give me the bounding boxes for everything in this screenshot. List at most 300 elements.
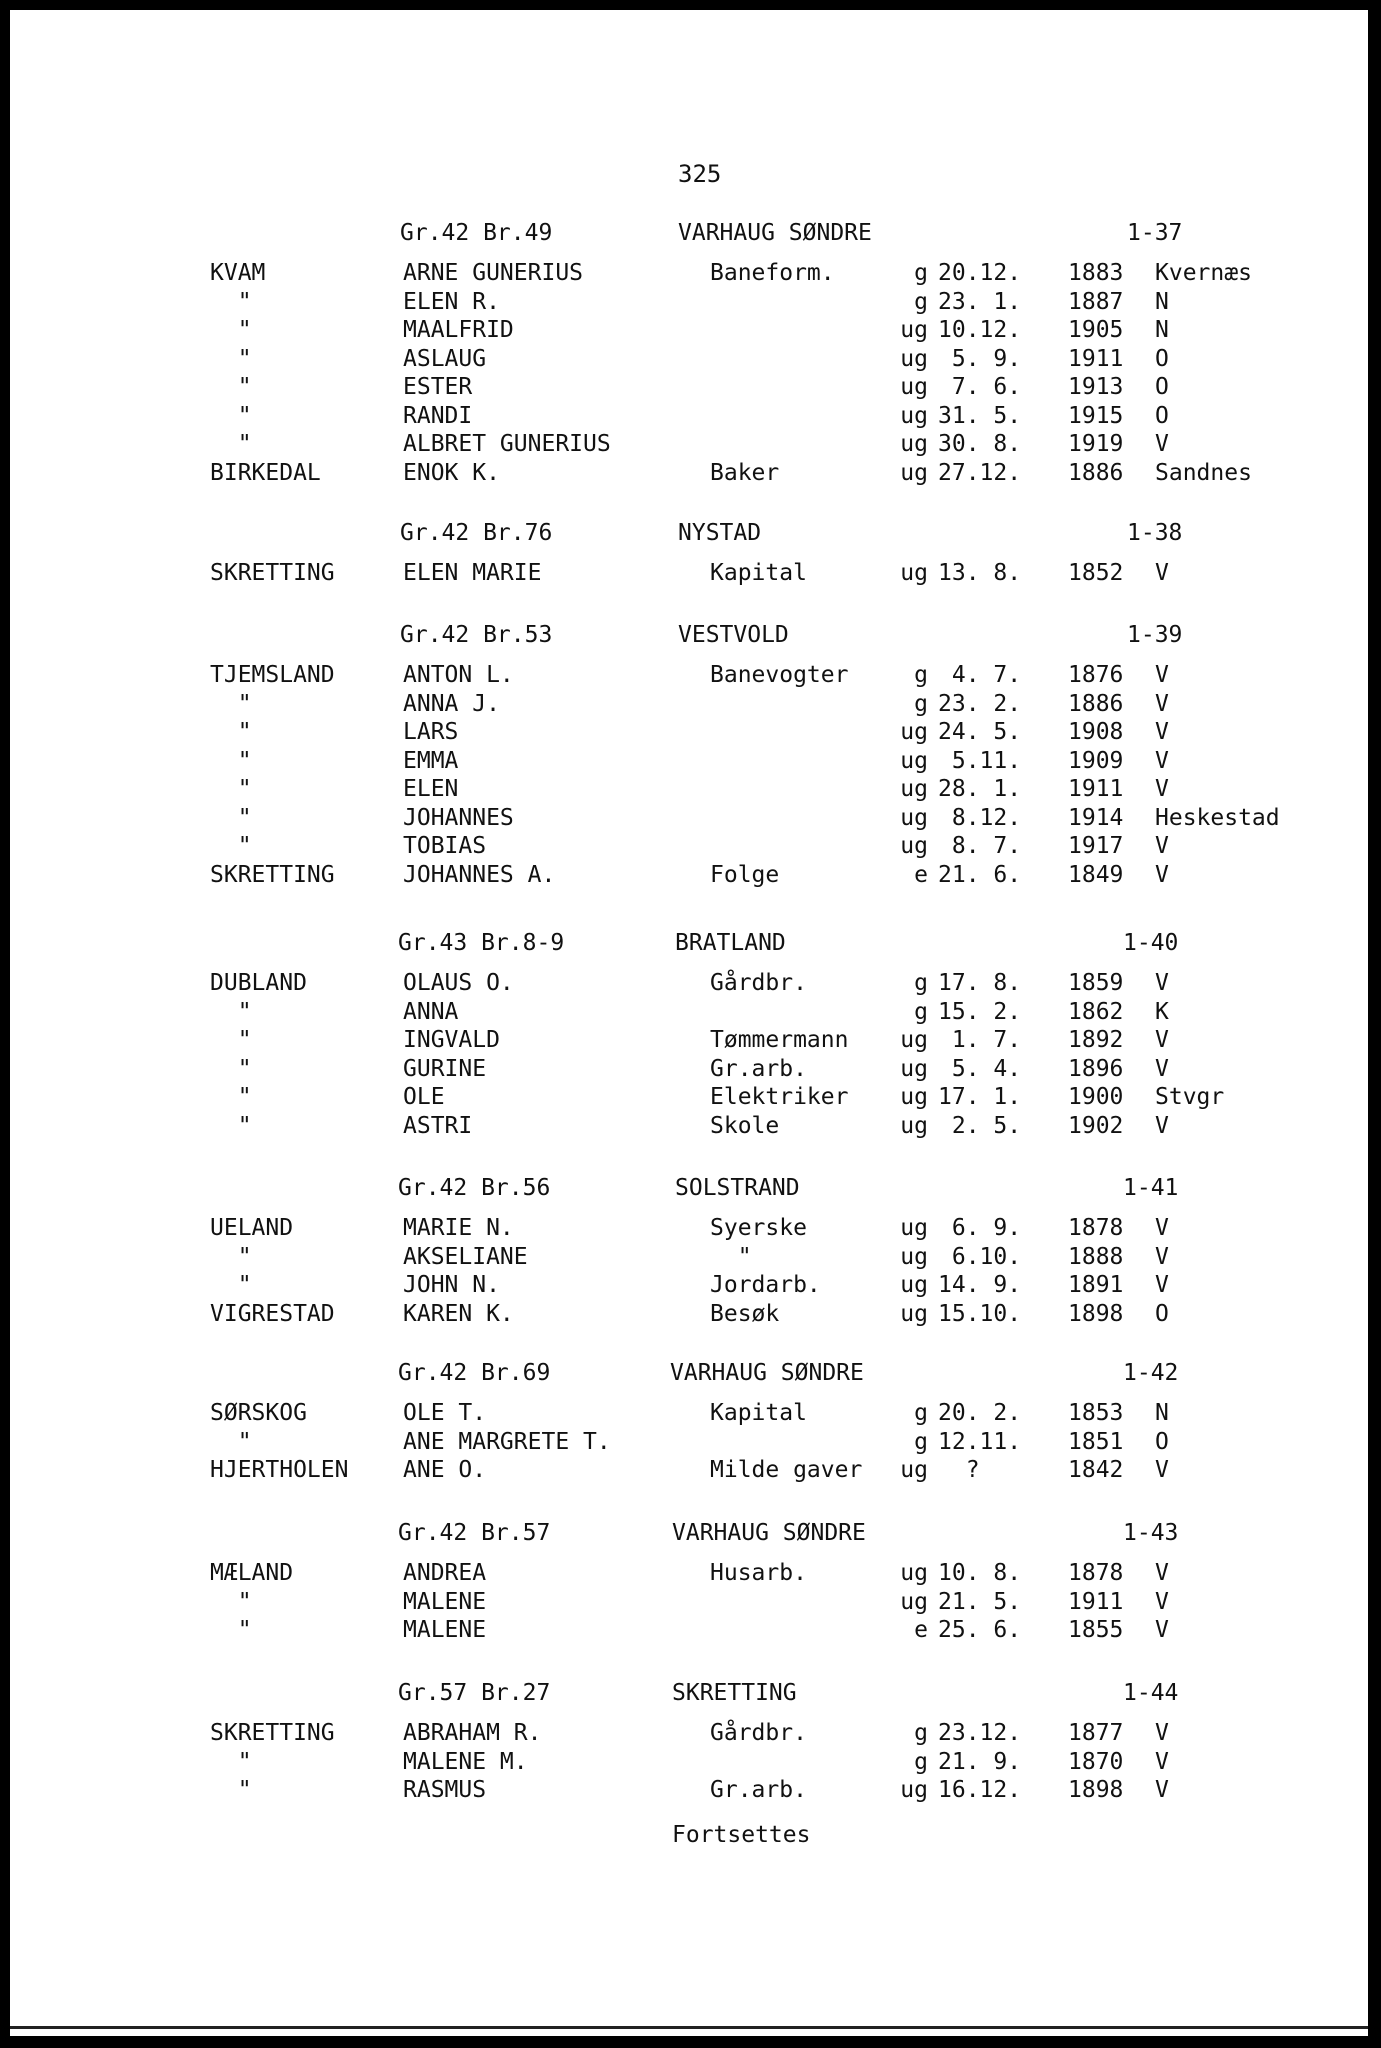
person-row (10, 805, 1368, 833)
farm-name: BRATLAND (675, 930, 786, 956)
birth-date: 27.12. (938, 459, 1022, 486)
group-header (10, 1520, 1368, 1550)
group-header (10, 520, 1368, 550)
residence: V (1155, 1560, 1169, 1586)
birth-year: 1877 (1068, 1720, 1124, 1746)
birth-year: 1855 (1068, 1617, 1124, 1643)
person-row (10, 1749, 1368, 1777)
farm-name: VARHAUG SØNDRE (672, 1520, 866, 1546)
origin-place: SKRETTING (210, 560, 335, 586)
birth-year: 1905 (1068, 317, 1124, 343)
birth-year: 1911 (1068, 1588, 1124, 1615)
occupation: Skole (710, 1112, 780, 1139)
residence: O (1155, 1428, 1169, 1455)
origin-place: " (210, 345, 252, 372)
origin-place: HJERTHOLEN (210, 1457, 349, 1483)
birth-year: 1886 (1068, 690, 1124, 717)
group-reference: Gr.42 Br.57 (398, 1520, 551, 1546)
marital-status: ug (900, 317, 928, 343)
person-row (10, 1457, 1368, 1485)
person-name: INGVALD (403, 1027, 500, 1053)
residence: V (1155, 662, 1169, 688)
origin-place: " (210, 690, 252, 717)
occupation: Kapital (710, 1400, 807, 1426)
origin-place: " (210, 1272, 252, 1298)
residence: V (1155, 1112, 1169, 1139)
entry-id: 1-39 (1127, 622, 1183, 648)
person-row (10, 1301, 1368, 1329)
person-row (10, 1400, 1368, 1428)
person-name: ASTRI (403, 1112, 473, 1139)
residence: N (1155, 1400, 1169, 1426)
group-header (10, 1680, 1368, 1710)
residence: Heskestad (1155, 804, 1280, 831)
occupation: Elektriker (710, 1084, 849, 1110)
origin-place: DUBLAND (210, 970, 307, 996)
birth-year: 1908 (1068, 719, 1124, 745)
residence: Sandnes (1155, 459, 1252, 486)
origin-place: KVAM (210, 260, 266, 286)
marital-status: ug (900, 747, 928, 774)
person-row (10, 1720, 1368, 1748)
person-row (10, 460, 1368, 488)
person-row (10, 999, 1368, 1027)
marital-status: ug (900, 1588, 928, 1615)
person-name: ELEN (403, 776, 459, 802)
person-row (10, 833, 1368, 861)
group-reference: Gr.42 Br.53 (400, 622, 553, 648)
person-row (10, 289, 1368, 317)
group-header (10, 930, 1368, 960)
birth-date: 23.12. (938, 1720, 1022, 1746)
entry-id: 1-43 (1123, 1520, 1179, 1546)
birth-date: 21. 5. (938, 1588, 1022, 1615)
origin-place: SKRETTING (210, 1720, 335, 1746)
residence: Kvernæs (1155, 260, 1252, 286)
residence: V (1155, 747, 1169, 774)
person-name: RANDI (403, 402, 473, 429)
residence: V (1155, 833, 1169, 859)
birth-year: 1876 (1068, 662, 1124, 688)
birth-date: 5. 9. (938, 345, 1022, 372)
marital-status: g (914, 1400, 928, 1426)
residence: V (1155, 719, 1169, 745)
residence: K (1155, 998, 1169, 1025)
person-name: RASMUS (403, 1777, 487, 1803)
birth-date: ? (938, 1457, 980, 1483)
birth-year: 1898 (1068, 1777, 1124, 1803)
person-row (10, 403, 1368, 431)
entry-id: 1-41 (1123, 1175, 1179, 1201)
person-name: ESTER (403, 374, 473, 400)
occupation: Folge (710, 861, 780, 888)
occupation: Gr.arb. (710, 1055, 807, 1082)
marital-status: ug (900, 1112, 928, 1139)
birth-year: 1914 (1068, 804, 1124, 831)
group-reference: Gr.42 Br.69 (398, 1360, 551, 1386)
origin-place: " (210, 1748, 252, 1775)
marital-status: ug (900, 345, 928, 372)
occupation: Banevogter (710, 662, 849, 688)
marital-status: g (914, 662, 928, 688)
person-row (10, 1027, 1368, 1055)
birth-date: 8.12. (938, 804, 1022, 831)
birth-date: 20.12. (938, 260, 1022, 286)
marital-status: e (914, 861, 928, 888)
person-name: JOHANNES A. (403, 861, 556, 888)
origin-place: " (210, 374, 252, 400)
person-name: MALENE M. (403, 1748, 528, 1775)
residence: V (1155, 1617, 1169, 1643)
marital-status: ug (900, 1777, 928, 1803)
occupation: " (710, 1243, 752, 1270)
farm-name: VARHAUG SØNDRE (670, 1360, 864, 1386)
birth-date: 24. 5. (938, 719, 1022, 745)
marital-status: ug (900, 804, 928, 831)
birth-year: 1852 (1068, 560, 1124, 586)
residence: V (1155, 1588, 1169, 1615)
birth-year: 1853 (1068, 1400, 1124, 1426)
farm-name: NYSTAD (678, 520, 762, 546)
birth-year: 1887 (1068, 288, 1124, 315)
person-row (10, 1244, 1368, 1272)
birth-year: 1919 (1068, 431, 1124, 457)
marital-status: ug (900, 1300, 928, 1327)
person-name: MARIE N. (403, 1215, 514, 1241)
person-name: ARNE GUNERIUS (403, 260, 584, 286)
occupation: Kapital (710, 560, 807, 586)
birth-year: 1913 (1068, 374, 1124, 400)
marital-status: ug (900, 1272, 928, 1298)
origin-place: " (210, 431, 252, 457)
residence: N (1155, 317, 1169, 343)
origin-place: VIGRESTAD (210, 1300, 335, 1327)
bottom-rule (10, 2026, 1368, 2029)
residence: Stvgr (1155, 1084, 1225, 1110)
marital-status: ug (900, 1457, 928, 1483)
marital-status: g (914, 970, 928, 996)
birth-year: 1917 (1068, 833, 1124, 859)
marital-status: ug (900, 1084, 928, 1110)
birth-date: 21. 6. (938, 861, 1022, 888)
origin-place: " (210, 1084, 252, 1110)
group-header (10, 1175, 1368, 1205)
person-row (10, 1777, 1368, 1805)
residence: V (1155, 431, 1169, 457)
birth-year: 1878 (1068, 1215, 1124, 1241)
occupation: Gr.arb. (710, 1777, 807, 1803)
person-row (10, 1429, 1368, 1457)
person-name: KAREN K. (403, 1300, 514, 1327)
group-reference: Gr.43 Br.8-9 (398, 930, 565, 956)
origin-place: SØRSKOG (210, 1400, 307, 1426)
birth-date: 5.11. (938, 747, 1022, 774)
birth-date: 13. 8. (938, 560, 1022, 586)
marital-status: ug (900, 833, 928, 859)
person-name: ELEN R. (403, 288, 500, 315)
birth-date: 20. 2. (938, 1400, 1022, 1426)
group-reference: Gr.42 Br.49 (400, 220, 553, 246)
person-name: ANE MARGRETE T. (403, 1428, 611, 1455)
marital-status: g (914, 998, 928, 1025)
origin-place: " (210, 804, 252, 831)
residence: V (1155, 560, 1169, 586)
birth-date: 10.12. (938, 317, 1022, 343)
occupation: Gårdbr. (710, 970, 807, 996)
birth-year: 1896 (1068, 1055, 1124, 1082)
residence: O (1155, 402, 1169, 429)
birth-date: 30. 8. (938, 431, 1022, 457)
birth-year: 1891 (1068, 1272, 1124, 1298)
residence: V (1155, 1215, 1169, 1241)
birth-year: 1851 (1068, 1428, 1124, 1455)
person-name: ANNA (403, 998, 459, 1025)
group-reference: Gr.42 Br.56 (398, 1175, 551, 1201)
marital-status: ug (900, 1055, 928, 1082)
residence: V (1155, 970, 1169, 996)
person-name: AKSELIANE (403, 1243, 528, 1270)
person-row (10, 862, 1368, 890)
origin-place: " (210, 719, 252, 745)
farm-name: SOLSTRAND (675, 1175, 800, 1201)
birth-year: 1915 (1068, 402, 1124, 429)
residence: V (1155, 690, 1169, 717)
birth-year: 1870 (1068, 1748, 1124, 1775)
person-name: LARS (403, 719, 459, 745)
origin-place: " (210, 1243, 252, 1270)
occupation: Tømmermann (710, 1027, 849, 1053)
origin-place: " (210, 1027, 252, 1053)
birth-year: 1909 (1068, 747, 1124, 774)
birth-date: 23. 1. (938, 288, 1022, 315)
entry-id: 1-38 (1127, 520, 1183, 546)
person-name: JOHN N. (403, 1272, 500, 1298)
person-name: MALENE (403, 1588, 487, 1615)
residence: V (1155, 776, 1169, 802)
birth-year: 1886 (1068, 459, 1124, 486)
birth-date: 28. 1. (938, 776, 1022, 802)
birth-date: 15.10. (938, 1300, 1022, 1327)
farm-name: VESTVOLD (678, 622, 789, 648)
entry-id: 1-40 (1123, 930, 1179, 956)
residence: V (1155, 1272, 1169, 1298)
origin-place: " (210, 1112, 252, 1139)
origin-place: " (210, 1617, 252, 1643)
marital-status: g (914, 1428, 928, 1455)
birth-year: 1859 (1068, 970, 1124, 996)
person-name: OLE (403, 1084, 445, 1110)
birth-date: 6.10. (938, 1243, 1022, 1270)
group-reference: Gr.57 Br.27 (398, 1680, 551, 1706)
occupation: Jordarb. (710, 1272, 821, 1298)
birth-year: 1902 (1068, 1112, 1124, 1139)
birth-year: 1888 (1068, 1243, 1124, 1270)
origin-place: SKRETTING (210, 861, 335, 888)
group-reference: Gr.42 Br.76 (400, 520, 553, 546)
entry-id: 1-37 (1127, 220, 1183, 246)
residence: V (1155, 861, 1169, 888)
birth-date: 12.11. (938, 1428, 1022, 1455)
person-row (10, 431, 1368, 459)
occupation: Milde gaver (710, 1457, 863, 1483)
birth-date: 2. 5. (938, 1112, 1022, 1139)
entry-id: 1-44 (1123, 1680, 1179, 1706)
birth-year: 1892 (1068, 1027, 1124, 1053)
birth-date: 8. 7. (938, 833, 1022, 859)
birth-year: 1862 (1068, 998, 1124, 1025)
occupation: Baker (710, 459, 780, 486)
birth-date: 21. 9. (938, 1748, 1022, 1775)
marital-status: ug (900, 776, 928, 802)
person-row (10, 260, 1368, 288)
person-row (10, 970, 1368, 998)
entry-id: 1-42 (1123, 1360, 1179, 1386)
marital-status: g (914, 260, 928, 286)
person-row (10, 1589, 1368, 1617)
marital-status: ug (900, 1243, 928, 1270)
birth-year: 1911 (1068, 776, 1124, 802)
person-row (10, 691, 1368, 719)
page-number: 325 (678, 160, 722, 188)
marital-status: ug (900, 719, 928, 745)
birth-date: 23. 2. (938, 690, 1022, 717)
person-row (10, 1113, 1368, 1141)
group-header (10, 622, 1368, 652)
residence: O (1155, 345, 1169, 372)
marital-status: ug (900, 374, 928, 400)
person-row (10, 776, 1368, 804)
origin-place: " (210, 776, 252, 802)
person-name: GURINE (403, 1055, 487, 1082)
farm-name: VARHAUG SØNDRE (678, 220, 872, 246)
residence: V (1155, 1457, 1169, 1483)
occupation: Husarb. (710, 1560, 807, 1586)
residence: V (1155, 1027, 1169, 1053)
occupation: Baneform. (710, 260, 835, 286)
residence: V (1155, 1055, 1169, 1082)
origin-place: " (210, 317, 252, 343)
origin-place: MÆLAND (210, 1560, 294, 1586)
person-name: ELEN MARIE (403, 560, 542, 586)
person-name: ABRAHAM R. (403, 1720, 542, 1746)
residence: V (1155, 1748, 1169, 1775)
person-name: MAALFRID (403, 317, 514, 343)
person-row (10, 374, 1368, 402)
origin-place: " (210, 1055, 252, 1082)
person-row (10, 1084, 1368, 1112)
birth-year: 1849 (1068, 861, 1124, 888)
person-name: ANE O. (403, 1457, 487, 1483)
farm-name: SKRETTING (672, 1680, 797, 1706)
birth-date: 16.12. (938, 1777, 1022, 1803)
birth-date: 17. 8. (938, 970, 1022, 996)
origin-place: UELAND (210, 1215, 294, 1241)
birth-year: 1878 (1068, 1560, 1124, 1586)
document-page (10, 10, 1368, 2036)
person-name: ANDREA (403, 1560, 487, 1586)
person-row (10, 1215, 1368, 1243)
marital-status: ug (900, 459, 928, 486)
residence: V (1155, 1720, 1169, 1746)
birth-date: 7. 6. (938, 374, 1022, 400)
person-row (10, 1056, 1368, 1084)
birth-date: 15. 2. (938, 998, 1022, 1025)
birth-year: 1900 (1068, 1084, 1124, 1110)
residence: O (1155, 1300, 1169, 1327)
residence: O (1155, 374, 1169, 400)
person-row (10, 1560, 1368, 1588)
birth-date: 25. 6. (938, 1617, 1022, 1643)
person-row (10, 346, 1368, 374)
residence: V (1155, 1243, 1169, 1270)
person-row (10, 1272, 1368, 1300)
birth-year: 1842 (1068, 1457, 1124, 1483)
person-name: ENOK K. (403, 459, 500, 486)
origin-place: " (210, 1428, 252, 1455)
marital-status: ug (900, 1215, 928, 1241)
origin-place: " (210, 747, 252, 774)
person-row (10, 719, 1368, 747)
birth-date: 6. 9. (938, 1215, 1022, 1241)
residence: N (1155, 288, 1169, 315)
person-row (10, 1617, 1368, 1645)
occupation: Syerske (710, 1215, 807, 1241)
person-name: MALENE (403, 1617, 487, 1643)
marital-status: g (914, 1720, 928, 1746)
person-row (10, 662, 1368, 690)
origin-place: " (210, 998, 252, 1025)
birth-year: 1911 (1068, 345, 1124, 372)
group-header (10, 1360, 1368, 1390)
origin-place: " (210, 1777, 252, 1803)
marital-status: ug (900, 1027, 928, 1053)
birth-year: 1883 (1068, 260, 1124, 286)
marital-status: ug (900, 1560, 928, 1586)
birth-date: 4. 7. (938, 662, 1022, 688)
marital-status: ug (900, 402, 928, 429)
marital-status: ug (900, 560, 928, 586)
birth-year: 1898 (1068, 1300, 1124, 1327)
person-row (10, 317, 1368, 345)
marital-status: ug (900, 431, 928, 457)
person-name: ANTON L. (403, 662, 514, 688)
person-name: ASLAUG (403, 345, 487, 372)
birth-date: 5. 4. (938, 1055, 1022, 1082)
origin-place: " (210, 1588, 252, 1615)
residence: V (1155, 1777, 1169, 1803)
marital-status: g (914, 1748, 928, 1775)
marital-status: g (914, 690, 928, 717)
person-name: ANNA J. (403, 690, 500, 717)
origin-place: " (210, 288, 252, 315)
marital-status: e (914, 1617, 928, 1643)
person-name: EMMA (403, 747, 459, 774)
origin-place: " (210, 402, 252, 429)
person-row (10, 748, 1368, 776)
occupation: Gårdbr. (710, 1720, 807, 1746)
person-name: OLAUS O. (403, 970, 514, 996)
occupation: Besøk (710, 1300, 780, 1327)
person-name: OLE T. (403, 1400, 487, 1426)
birth-date: 1. 7. (938, 1027, 1022, 1053)
birth-date: 17. 1. (938, 1084, 1022, 1110)
person-name: TOBIAS (403, 833, 487, 859)
birth-date: 10. 8. (938, 1560, 1022, 1586)
person-name: ALBRET GUNERIUS (403, 431, 611, 457)
birth-date: 14. 9. (938, 1272, 1022, 1298)
continued-note: Fortsettes (672, 1822, 811, 1848)
person-name: JOHANNES (403, 804, 514, 831)
